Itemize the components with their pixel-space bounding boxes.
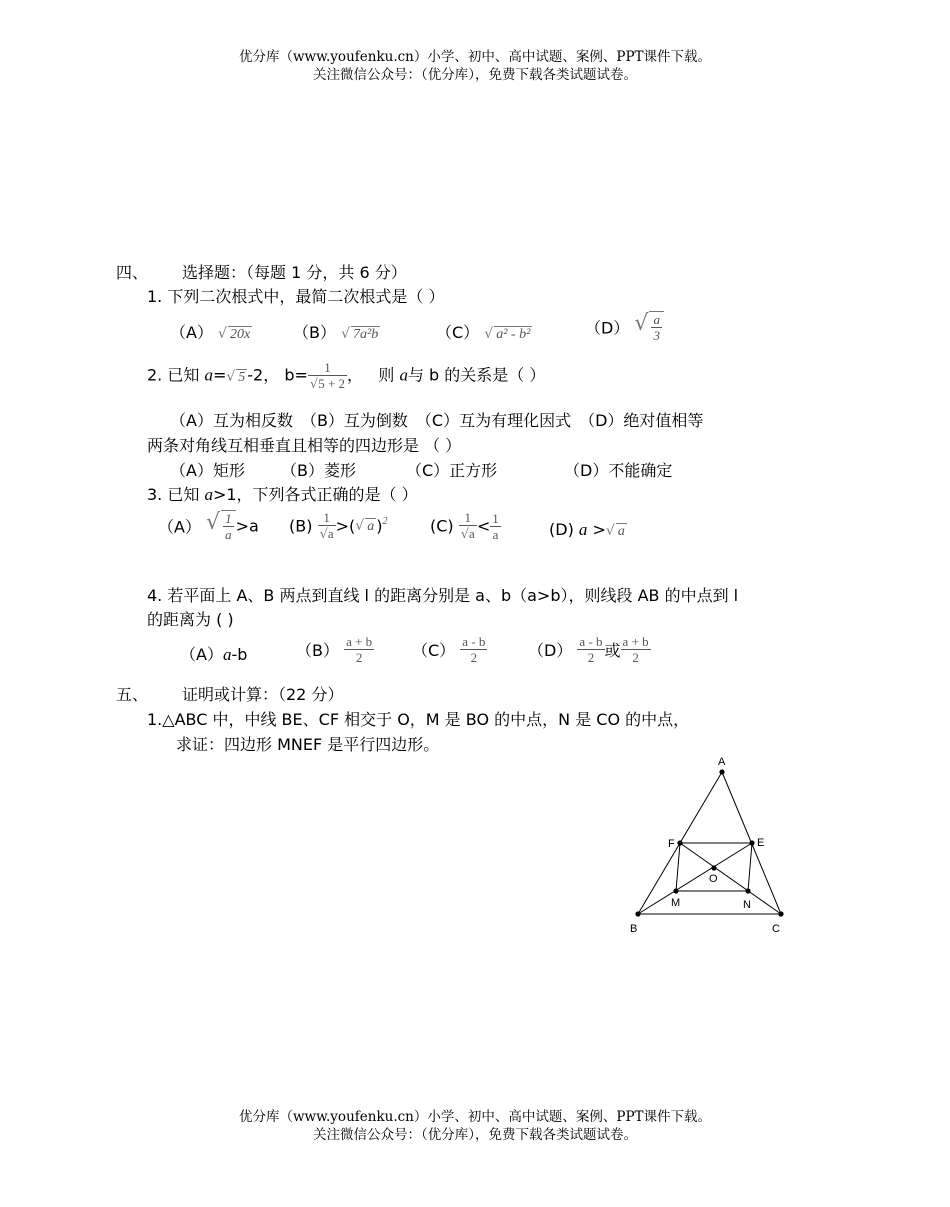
point-b (635, 911, 640, 916)
label-a: A (718, 756, 726, 768)
section5-title: 证明或计算：（22 分） (182, 685, 344, 704)
point-n (745, 888, 750, 893)
q1-option-b: （B） √ 7a²b (293, 323, 379, 342)
label-c: C (772, 923, 780, 935)
point-o (711, 865, 716, 870)
point-f (677, 840, 682, 845)
q4-option-d: （D） $\frac{a - b}{2}$ 或 $\frac{a + b}{2}$ (528, 634, 649, 665)
qx-option-b: （B）菱形 (281, 461, 356, 480)
q4-option-b: （B） $\frac{a + b}{2}$ (296, 634, 373, 665)
point-e (749, 840, 754, 845)
seg-en (748, 843, 752, 891)
footer-line-1: 优分库（www.youfenku.cn）小学、初中、高中试题、案例、PPT课件下载。 (238, 1109, 712, 1125)
qx-option-d: （D）不能确定 (564, 461, 673, 480)
qx-option-a: （A）矩形 (170, 461, 245, 480)
q4-option-c: （C） $\frac{a - b}{2}$ (412, 634, 486, 665)
q4-stem-line-1: 4. 若平面上 A、B 两点到直线 l 的距离分别是 a、b（a>b），则线段 AB 的中点到 l (147, 586, 739, 605)
q1-option-a: （A） √ 20x (170, 323, 251, 342)
q4-stem-line-2: 的距离为 ( ) (147, 610, 234, 629)
point-c (778, 911, 783, 916)
section5-number: 五、 (116, 685, 149, 704)
label-b: B (630, 923, 638, 935)
header-line-2: 关注微信公众号：（优分库），免费下载各类试题试卷。 (313, 67, 637, 83)
section4-title: 选择题：（每题 1 分，共 6 分） (182, 263, 407, 282)
label-f: F (668, 838, 675, 850)
triangle-figure (620, 752, 800, 937)
p1-line-1: 1.△ABC 中，中线 BE、CF 相交于 O，M 是 BO 的中点，N 是 CO 的中点， (147, 710, 690, 729)
label-o: O (709, 873, 718, 885)
label-e: E (757, 837, 765, 849)
q1-c-radicand: a² - b² (496, 327, 531, 342)
label-n: N (743, 899, 751, 911)
q3-option-d: (D) a >√ a (549, 520, 625, 539)
label-m: M (671, 897, 681, 909)
q1-option-c: （C） √ a² - b² (436, 323, 531, 342)
seg-fm (676, 843, 680, 891)
q1-b-radicand: 7a²b (353, 327, 379, 342)
qx-stem: 两条对角线互相垂直且相等的四边形是 （ ） (147, 436, 462, 455)
point-m (673, 888, 678, 893)
p1-line-2: 求证：四边形 MNEF 是平行四边形。 (176, 735, 440, 754)
q3-option-a: （A） √ $\frac{1}{a}$ >a (158, 510, 259, 542)
q1-option-d: （D） √ $\frac{a}{3}$ (585, 311, 664, 343)
q2-stem: 2. 已知 a=√ 5 -2， b= $\frac{1}{√5 + 2}$ ， 则 a与 b 的关系是（ ） (147, 360, 546, 392)
q3-option-c: (C) $\frac{1}{√a}$ < $\frac{1}{a}$ (430, 510, 499, 542)
section4-number: 四、 (116, 263, 149, 282)
q1-a-radicand: 20x (229, 327, 251, 342)
q3-option-b: (B) $\frac{1}{√a}$ >(√ a )$^2$ (289, 510, 388, 542)
q4-option-a: （A）a-b (180, 645, 248, 664)
q2-options: （A）互为相反数 （B）互为倒数 （C）互为有理化因式 （D）绝对值相等 (170, 411, 704, 430)
point-a (719, 769, 724, 774)
q3-stem: 3. 已知 a>1，下列各式正确的是（ ） (147, 485, 418, 504)
header-line-1: 优分库（www.youfenku.cn）小学、初中、高中试题、案例、PPT课件下载。 (238, 49, 712, 65)
q1-stem: 1. 下列二次根式中，最简二次根式是（ ） (147, 287, 445, 306)
footer-line-2: 关注微信公众号：（优分库），免费下载各类试题试卷。 (313, 1127, 637, 1143)
qx-option-c: （C）正方形 (406, 461, 498, 480)
